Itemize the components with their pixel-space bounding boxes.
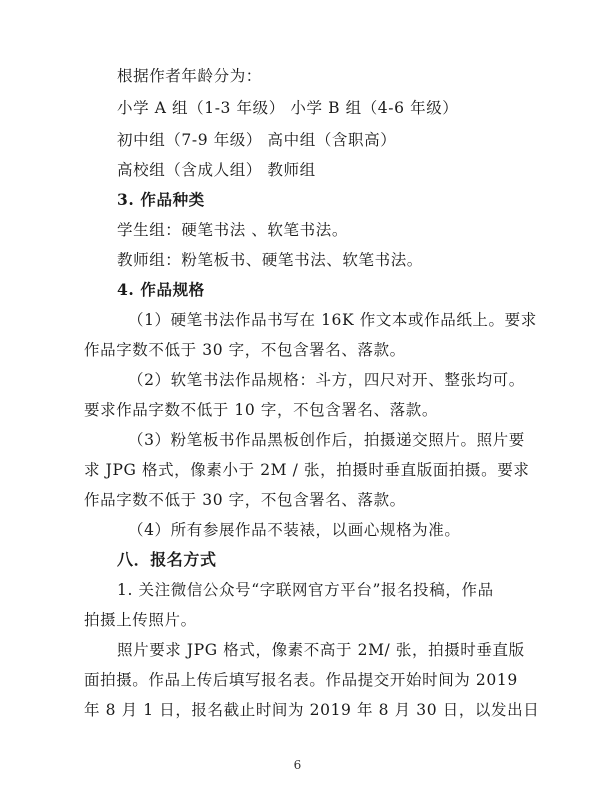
text-line: 要求作品字数不低于 10 字，不包含署名、落款。 <box>84 401 438 419</box>
text-line: 面拍摄。作品上传后填写报名表。作品提交开始时间为 2019 <box>84 671 518 689</box>
text-line: 小学 A 组（1-3 年级） 小学 B 组（4-6 年级） <box>117 99 459 117</box>
page-number: 6 <box>293 758 302 772</box>
text-line: 教师组：粉笔板书、硬笔书法、软笔书法。 <box>117 251 423 269</box>
text-line: （2）软笔书法作品规格：斗方，四尺对开、整张均可。 <box>128 371 525 389</box>
text-line: 高校组（含成人组） 教师组 <box>117 161 316 179</box>
section-heading: 3. 作品种类 <box>117 190 205 209</box>
text-line: 1. 关注微信公众号“字联网官方平台”报名投稿，作品 <box>117 581 494 599</box>
text-line: 初中组（7-9 年级） 高中组（含职高） <box>117 131 397 149</box>
text-line: 照片要求 JPG 格式，像素不高于 2M/ 张，拍摄时垂直版 <box>117 641 525 659</box>
section-heading: 4. 作品规格 <box>117 280 205 299</box>
text-line: （1）硬笔书法作品书写在 16K 作文本或作品纸上。要求 <box>128 311 537 329</box>
section-heading: 八．报名方式 <box>117 550 217 569</box>
text-line: 求 JPG 格式，像素小于 2M / 张，拍摄时垂直版面拍摄。要求 <box>84 461 530 479</box>
text-line: （3）粉笔板书作品黑板创作后，拍摄递交照片。照片要 <box>128 431 525 449</box>
text-line: 拍摄上传照片。 <box>84 611 197 629</box>
text-line: 作品字数不低于 30 字，不包含署名、落款。 <box>84 341 406 359</box>
text-line: 作品字数不低于 30 字，不包含署名、落款。 <box>84 491 406 509</box>
text-line: 根据作者年龄分为： <box>117 67 262 85</box>
text-line: （4）所有参展作品不装裱，以画心规格为准。 <box>128 521 461 539</box>
text-line: 学生组：硬笔书法 、软笔书法。 <box>117 221 348 239</box>
text-line: 年 8 月 1 日，报名截止时间为 2019 年 8 月 30 日，以发出日 <box>84 701 540 719</box>
